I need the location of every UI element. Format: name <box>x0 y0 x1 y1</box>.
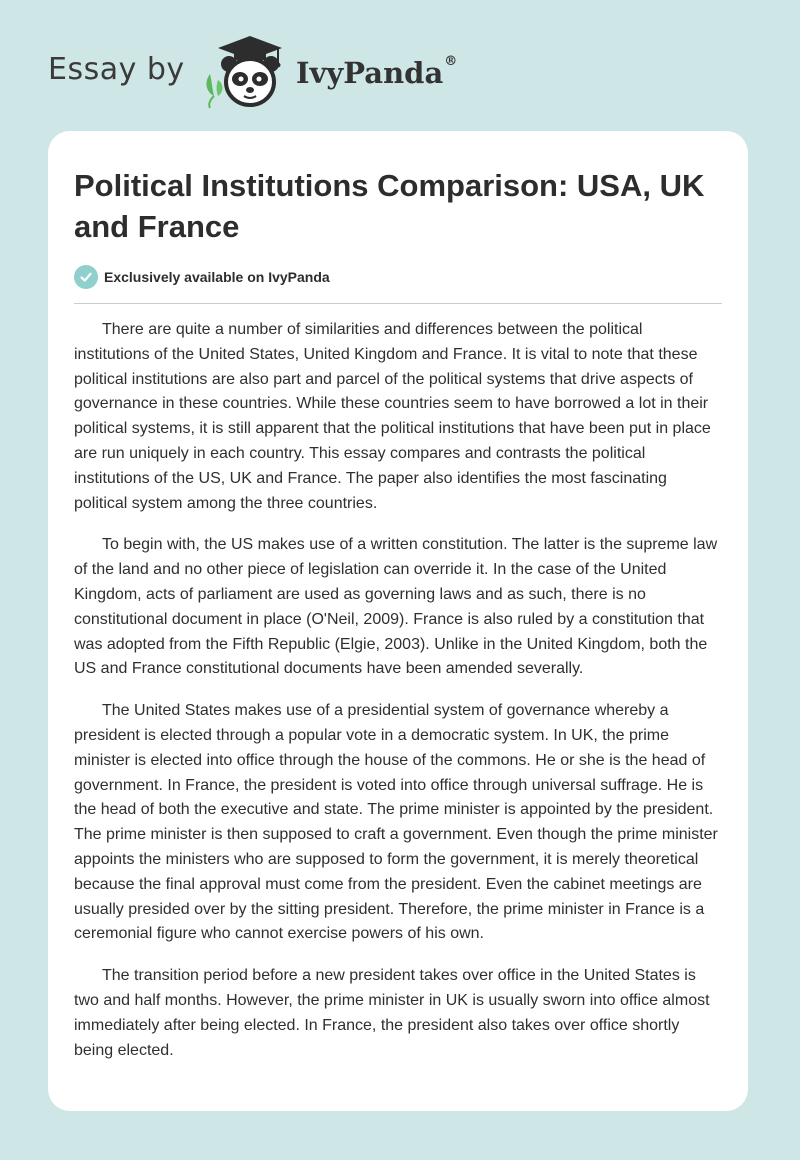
site-header <box>48 34 508 114</box>
check-circle-icon <box>74 265 98 289</box>
paragraph: The transition period before a new president takes over office in the United States is two and half months. However, the prime minister in UK is usually sworn into office almost immediately after being elected. In France, the president also takes over office shortly being elected. <box>74 967 710 1059</box>
paragraph: To begin with, the US makes use of a written constitution. The latter is the supreme law of the land and no other piece of legislation can override it. In the case of the United Kingdom, acts of parliament are used as governing laws and as such, there is no constitutional document in place (O'Neil, 2009). France is also ruled by a constitution that was adopted from the Fifth Republic (Elgie, 2003). Unlike in the United Kingdom, both the US and France constitutional documents have been amended severally. <box>74 536 718 678</box>
essay-card <box>48 131 748 1111</box>
panda-graduate-icon[interactable] <box>200 34 290 112</box>
paragraph: There are quite a number of similarities and differences between the political institutions of the United States, United Kingdom and France. It is vital to note that these political institutions are also part and parcel of the political systems that drive aspects of governance in these countries. While these countries seem to have borrowed a lot in their political systems, it is still apparent that the political institutions that have been put in place are run uniquely in each country. This essay compares and contrasts the political institutions of the US, UK and France. The paper also identifies the most fascinating political system among the three countries. <box>74 321 711 512</box>
essay-by-label: Essay by <box>48 52 185 87</box>
paragraph: The United States makes use of a presidential system of governance whereby a president is elected through a popular vote in a democratic system. In UK, the prime minister is elected into office through the house of the commons. He or she is the head of government. In France, the president is voted into office through universal suffrage. He is the head of both the executive and state. The prime minister is appointed by the president. The prime minister is then supposed to craft a government. Even though the prime minister appoints the ministers who are supposed to form the government, it is merely theoretical because the final approval must come from the president. Even the cabinet meetings are usually presided over by the sitting president. Therefore, the prime minister in France is a ceremonial figure who cannot exercise powers of his own. <box>74 702 718 943</box>
essay-body <box>74 318 722 1080</box>
brand-name[interactable]: IvyPanda® <box>296 54 458 90</box>
badge-label: Exclusively available on IvyPanda <box>104 269 330 285</box>
exclusive-badge <box>74 264 330 290</box>
essay-title: Political Institutions Comparison: USA, UK and France <box>74 168 705 244</box>
divider <box>74 303 722 304</box>
registered-mark: ® <box>444 54 458 69</box>
